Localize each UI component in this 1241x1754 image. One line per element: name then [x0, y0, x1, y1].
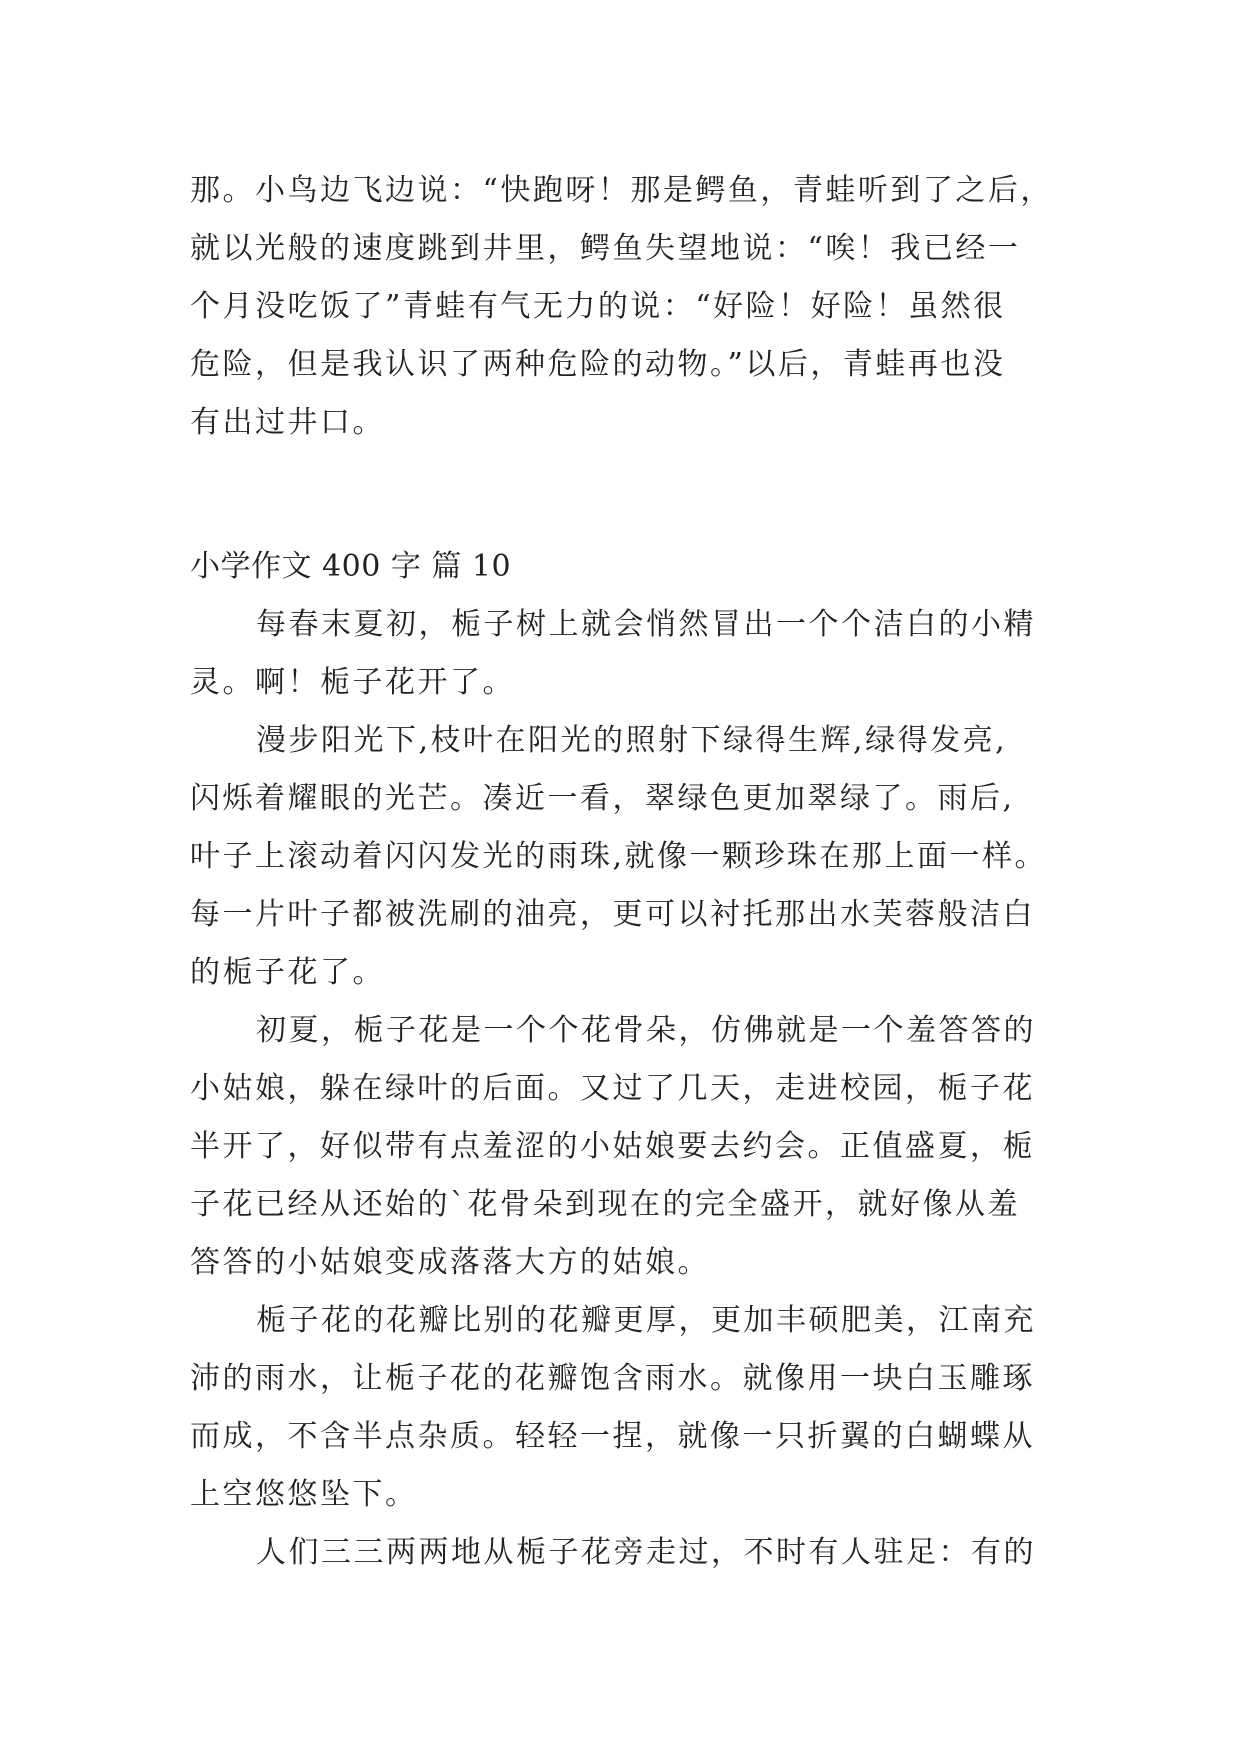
text-line: 半开了，好似带有点羞涩的小姑娘要去约会。正值盛夏，栀: [190, 1129, 1035, 1164]
text-line: 漫步阳光下,枝叶在阳光的照射下绿得生辉,绿得发亮,: [256, 723, 1008, 758]
page-content: [190, 162, 1060, 1582]
text-line: 那。小鸟边飞边说：“快跑呀！那是鳄鱼，青蛙听到了之后，: [190, 173, 1053, 208]
paragraph: [190, 1524, 1060, 1582]
story-ending: [190, 162, 1060, 452]
section-heading: 小学作文 400 字 篇 10: [190, 549, 512, 584]
paragraph: [190, 1292, 1060, 1524]
text-line: 危险，但是我认识了两种危险的动物。”以后，青蛙再也没: [190, 347, 1006, 382]
text-line: 上空悠悠坠下。: [190, 1477, 418, 1512]
text-line: 就以光般的速度跳到井里，鳄鱼失望地说：“唉！我已经一: [190, 231, 1021, 266]
text-line: 闪烁着耀眼的光芒。凑近一看，翠绿色更加翠绿了。雨后,: [190, 781, 1015, 816]
text-line: 初夏，栀子花是一个个花骨朵，仿佛就是一个羞答答的: [256, 1013, 1036, 1048]
text-line: 子花已经从还始的`花骨朵到现在的完全盛开，就好像从羞: [190, 1187, 1020, 1222]
paragraph: [190, 1002, 1060, 1292]
paragraph: [190, 596, 1060, 712]
text-line: 有出过井口。: [190, 405, 385, 440]
text-line: 人们三三两两地从栀子花旁走过，不时有人驻足：有的: [256, 1535, 1036, 1570]
text-line: 的栀子花了。: [190, 955, 385, 990]
text-line: 小姑娘，躲在绿叶的后面。又过了几天，走进校园，栀子花: [190, 1071, 1035, 1106]
text-line: 个月没吃饭了”青蛙有气无力的说：“好险！好险！虽然很: [190, 289, 1006, 324]
section-spacer: [190, 452, 1060, 538]
text-line: 而成，不含半点杂质。轻轻一捏，就像一只折翼的白蝴蝶从: [190, 1419, 1035, 1454]
paragraph: [190, 712, 1060, 1002]
text-line: 每春末夏初，栀子树上就会悄然冒出一个个洁白的小精: [256, 607, 1036, 642]
text-line: 答答的小姑娘变成落落大方的姑娘。: [190, 1245, 710, 1280]
text-line: 叶子上滚动着闪闪发光的雨珠,就像一颗珍珠在那上面一样。: [190, 839, 1048, 874]
text-line: 灵。啊！栀子花开了。: [190, 665, 515, 700]
text-line: 沛的雨水，让栀子花的花瓣饱含雨水。就像用一块白玉雕琢: [190, 1361, 1035, 1396]
text-line: 栀子花的花瓣比别的花瓣更厚，更加丰硕肥美，江南充: [256, 1303, 1036, 1338]
text-line: 每一片叶子都被洗刷的油亮，更可以衬托那出水芙蓉般洁白: [190, 897, 1035, 932]
